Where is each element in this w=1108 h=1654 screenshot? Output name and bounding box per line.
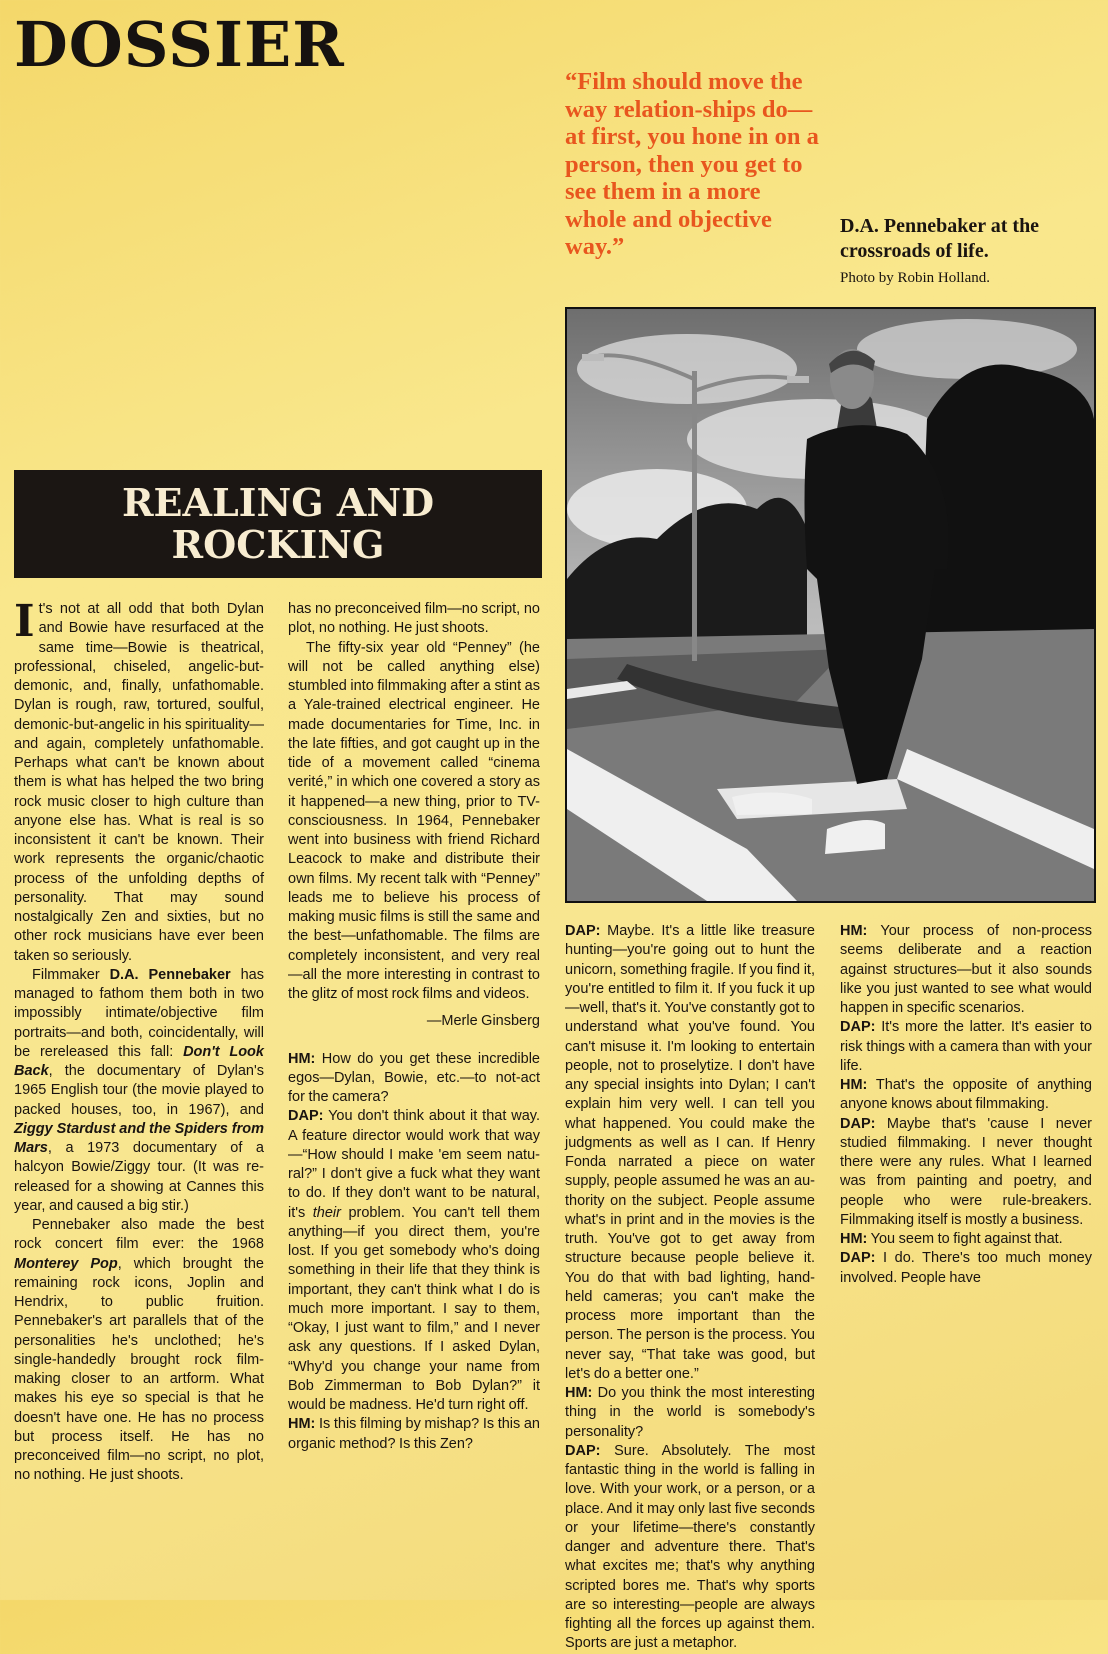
interview-answer: DAP: Maybe that's 'cause I never studied filmmaking. I never thought there were any rules. What I learned was from painting and poetry, and people who were rule-breakers. Filmmaking itself is mostly a business. bbox=[840, 1115, 1092, 1228]
author-byline: —Merle Ginsberg bbox=[426, 1013, 540, 1030]
article-column-1 bbox=[14, 596, 264, 1486]
article-column-3 bbox=[565, 922, 815, 1654]
man-standing-at-road-median-icon bbox=[567, 309, 1094, 901]
interview-answer: DAP: You don't think about it that way. A feature director would work that way—“How should I make 'em seem natural?” I don't give a fuck what they want to do. If they don't want to be natural, it's their problem. You can't tell them anything—if you direct them, you're lost. If you get somebody who's doing something in their life that they think is important, they can't think what I do is much more important. I say to them, “Okay, I just want to film,” and I never ask any questions. If I asked Dylan, “Why'd you change your name from Bob Zimmerman to Bob Dylan?” it would be madness. He'd turn right off. bbox=[288, 1108, 540, 1413]
headline-line-1: REALING AND bbox=[121, 480, 435, 525]
interview-answer: DAP: Maybe. It's a little like treasure hunting—you're going out to hunt the unicorn, something fragile. If you find it, you're entitled to film it. If you fuck it up—well, that's it. You've constantly got to understand what you've found. You can't misuse it. I'm looking to entertain people, not to proselytize. I don't have any special insights into Dylan; I can't explain him very well. I can tell you what happened. You could make the judgments as well as I can. If Henry Fonda narrated a piece on water supply, people assumed he was an authority on the subject. People assume what's in print and in the movies is the truth. You've got to get away from structure because people believe it. You do that with bad lighting, hand-held cameras; you can't make the process more important than the person. The person is the process. You never say, “That take was good, but let's do a better one.” bbox=[565, 923, 815, 1382]
interview-question: HM: Your process of non-process seems deliberate and a reaction against structures—but it also sounds like you just wanted to see what would happen in specific scenarios. bbox=[840, 923, 1092, 1016]
interview-answer: DAP: I do. There's too much money involved. People have bbox=[840, 1250, 1092, 1286]
photo-credit: Photo by Robin Holland. bbox=[840, 270, 991, 286]
article-column-2-text bbox=[288, 600, 540, 1454]
article-headline bbox=[14, 470, 542, 578]
article-paragraph: Filmmaker D.A. Pennebaker has managed to fathom them both in two impossibly intimate/objective film portraits—and both, coincidentally, will be rereleased this fall: Don't Look Back, the documentary of Dylan's 1965 English tour (the movie played to packed houses, too, in 1967), and Ziggy Stardust and the Spiders from Mars, a 1973 documentary of a halcyon Bowie/Ziggy tour. (It was rereleased for a showing at Cannes this year, and caused a big stir.) bbox=[14, 966, 264, 1214]
article-paragraph: has no preconceived film—no script, no plot, no nothing. He just shoots. bbox=[288, 601, 540, 637]
interview-question: HM: How do you get these incredible egos—Dylan, Bowie, etc.—to not-act for the camera? bbox=[288, 1050, 540, 1105]
interview-question: HM: Is this filming by mishap? Is this an organic method? Is this Zen? bbox=[288, 1416, 540, 1452]
interview-question: HM: Do you think the most interesting thing in the world is somebody's personality? bbox=[565, 1385, 815, 1440]
interview-question: HM: You seem to fight against that. bbox=[840, 1231, 1063, 1247]
article-paragraph: The fifty-six year old “Penney” (he will not be called anything else) stumbled into filmmaking after a stint as a Yale-trained electrical engineer. He made documentaries for Time, Inc. in the late fifties, and got caught up in the tide of a movement called “cinema verité,” in which one covered a story as it happened—a new thing, prior to TV-consciousness. In 1964, Pennebaker went into business with friend Richard Leacock to make and distribute their own films. My recent talk with “Penney” leads me to believe his process of making music films is still the same and the best—unfathomable. The films are completely inconsistent, and very real—all the more interesting in contrast to the glitz of most rock films and videos. bbox=[288, 639, 540, 1002]
photo-caption bbox=[840, 214, 1100, 287]
article-paragraph: It's not at all odd that both Dylan and Bowie have resurfaced at the same time—Bowie is theatrical, professional, chiseled, angelic-but-demonic, and, finally, unfathomable. Dylan is rough, raw, tortured, soulful, demonic-but-angelic in his spirituality—and again, completely unfathomable. Perhaps what can't be known about them is what has helped the two bring rock music closer to high culture than anyone else has. What is real is so inconsistent it can't be known. Their work represents the organic/chaotic process of the unfolding depths of personality. That may sound nostalgically Zen and sixties, but no other rock musicians have ever been taken so seriously. bbox=[14, 596, 264, 964]
drop-cap: I bbox=[14, 596, 35, 647]
article-paragraph: Pennebaker also made the best rock concert film ever: the 1968 Monterey Pop, which brought the remaining rock icons, Joplin and Hendrix, to public fruition. Pennebaker's art parallels that of the personalities he's unclothed; he's single-handedly brought rock filmmaking closer to an artform. What makes his eye so special is that he doesn't have one. He has no process but process itself. He has no preconceived film—no script, no plot, no nothing. He just shoots. bbox=[14, 1217, 264, 1484]
caption-text: D.A. Pennebaker at the crossroads of life. bbox=[840, 215, 1040, 262]
interview-question: HM: That's the opposite of anything anyone knows about filmmaking. bbox=[840, 1077, 1092, 1113]
interview-answer: DAP: Sure. Absolutely. The most fantastic thing in the world is falling in love. With your work, or a person, or a place. And it may only last five seconds or your lifetime—there's constantly danger and adventure there. That's what excites me; that's why anything scripted bores me. That's why sports are so interesting—people are always fighting all the forces up against them. Sports are just a metaphor. bbox=[565, 1442, 815, 1652]
pull-quote: “Film should move the way relation-ships do—at first, you hone in on a person, then you get to see them in a more whole and objective way.” bbox=[565, 68, 819, 260]
interview-answer: DAP: It's more the latter. It's easier to risk things with a camera than with your life. bbox=[840, 1019, 1092, 1074]
headline-line-2: ROCKING bbox=[171, 522, 385, 567]
article-column-4 bbox=[840, 922, 1092, 1288]
feature-photo bbox=[565, 307, 1096, 903]
masthead-title: DOSSIER bbox=[14, 8, 345, 81]
